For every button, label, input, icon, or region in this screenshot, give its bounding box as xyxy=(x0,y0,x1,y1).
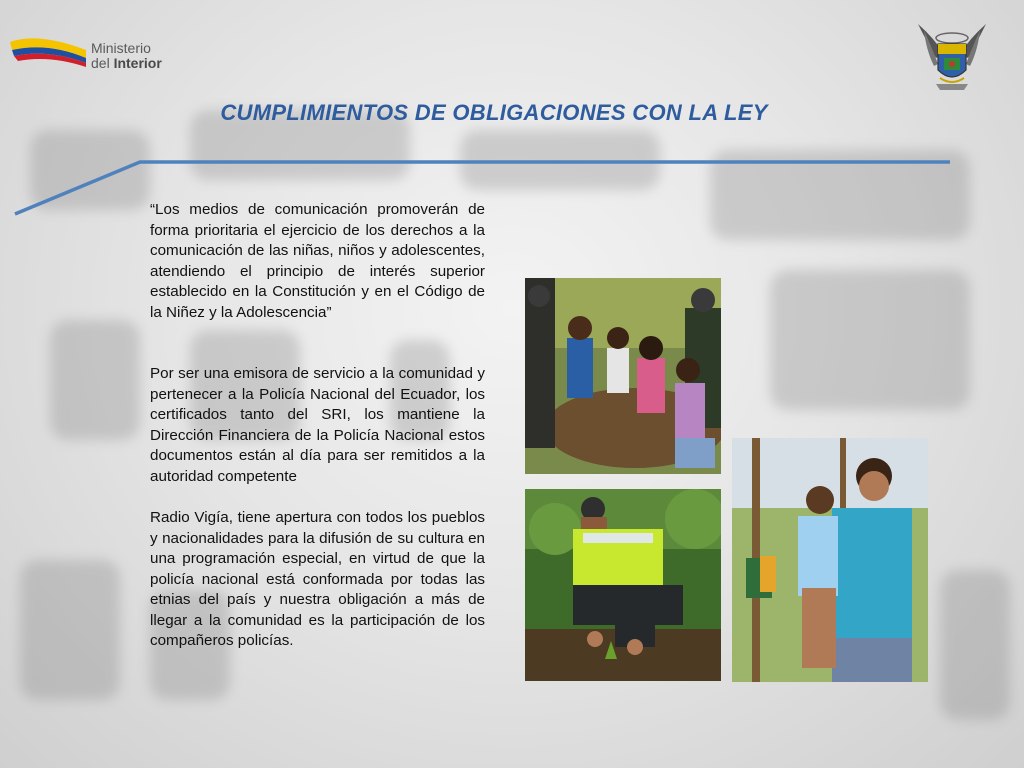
logo-line-2-strong: Interior xyxy=(113,55,162,71)
photo-family-with-parrot xyxy=(732,438,928,682)
logo-line-2-prefix: del xyxy=(91,55,114,71)
ecuador-flag-swoosh-icon xyxy=(8,30,88,70)
certificates-paragraph: Por ser una emisora de servicio a la comunidad y pertenecer a la Policía Nacional del Ecuador, los certificados tanto del SRI, los mantiene la Dirección Financiera de la Policía Nacional estos documentos están al día para ser remitidos a la autoridad competente xyxy=(150,365,485,485)
logo-line-2 xyxy=(91,56,162,71)
paragraph-spacer xyxy=(150,323,485,364)
body-text xyxy=(150,200,485,652)
logo-line-1: Ministerio xyxy=(91,40,151,56)
quote-paragraph: “Los medios de comunicación promoverán de forma prioritaria el ejercicio de los derechos a la comunicación de las niñas, niños y adolescentes, atendiendo el principio de interés superior establecido en la Constitución y en el Código de la Niñez y la Adolescencia” xyxy=(150,201,485,321)
slide-title: CUMPLIMIENTOS DE OBLIGACIONES CON LA LEY xyxy=(220,100,768,125)
ministerio-logo xyxy=(8,30,178,75)
radio-vigia-paragraph: Radio Vigía, tiene apertura con todos los pueblos y nacionalidades para la difusión de su cultura en una programación especial, en virtud de que la policía nacional está conformada por todas las etnias del país y nuestra obligación a más de llegar a la comunidad es la participación de los compañeros policías. xyxy=(150,509,485,649)
photo-officer-planting xyxy=(525,489,721,681)
ministerio-logo-text xyxy=(91,41,162,71)
photo-children-planting xyxy=(525,278,721,474)
paragraph-spacer xyxy=(150,487,485,508)
police-crest-icon xyxy=(914,14,990,98)
